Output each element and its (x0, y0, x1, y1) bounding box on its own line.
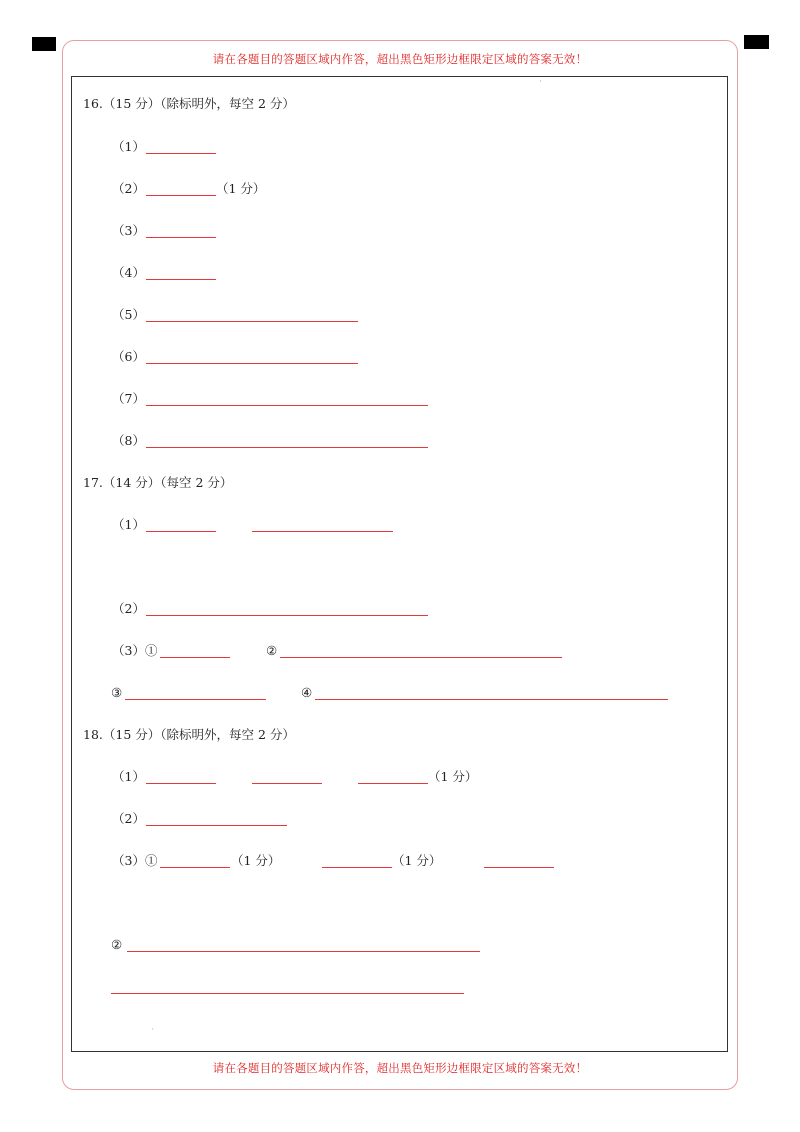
q18-blank-1a[interactable] (146, 783, 216, 784)
q18-blank-3b[interactable] (322, 867, 392, 868)
q18-score-note-1: （1 分） (428, 769, 478, 784)
q17-label-3-2: ② (266, 643, 278, 658)
answer-area-frame (71, 76, 728, 1052)
q17-blank-3-1[interactable] (160, 657, 230, 658)
q18-blank-3-2b[interactable] (111, 993, 464, 994)
q18-blank-3c[interactable] (484, 867, 554, 868)
q18-blank-3-2a[interactable] (127, 951, 480, 952)
q16-blank-3[interactable] (146, 237, 216, 238)
q18-label-3-2: ② (111, 937, 123, 952)
q17-blank-1a[interactable] (146, 531, 216, 532)
q18-blank-1c[interactable] (358, 783, 428, 784)
q18-blank-3a[interactable] (160, 867, 230, 868)
q17-label-1: （1） (112, 517, 145, 532)
q17-blank-2[interactable] (146, 615, 428, 616)
q17-label-3-1: （3）① (112, 643, 158, 658)
q16-blank-7[interactable] (146, 405, 428, 406)
q16-blank-5[interactable] (146, 321, 358, 322)
tick-mark: ' (540, 80, 542, 87)
q17-blank-1b[interactable] (252, 531, 393, 532)
q16-blank-4[interactable] (146, 279, 216, 280)
corner-mark-right (744, 35, 769, 49)
top-notice: 请在各题目的答题区域内作答，超出黑色矩形边框限定区域的答案无效！ (212, 52, 588, 66)
q17-blank-3-4[interactable] (315, 699, 668, 700)
q16-blank-2[interactable] (146, 195, 216, 196)
q16-blank-1[interactable] (146, 153, 216, 154)
question-17-title: 17.（14 分）（每空 2 分） (83, 475, 233, 490)
q16-label-3: （3） (112, 223, 145, 238)
q17-blank-3-3[interactable] (125, 699, 266, 700)
bottom-notice: 请在各题目的答题区域内作答，超出黑色矩形边框限定区域的答案无效！ (212, 1061, 588, 1075)
q16-blank-6[interactable] (146, 363, 358, 364)
q16-blank-8[interactable] (146, 447, 428, 448)
q16-label-5: （5） (112, 307, 145, 322)
q16-label-7: （7） (112, 391, 145, 406)
q18-label-2: （2） (112, 811, 145, 826)
q17-label-3-3: ③ (111, 685, 123, 700)
question-18-title: 18.（15 分）（除标明外，每空 2 分） (83, 727, 295, 742)
question-16-title: 16.（15 分）（除标明外，每空 2 分） (83, 96, 295, 111)
q18-label-1: （1） (112, 769, 145, 784)
q18-score-note-3a: （1 分） (231, 853, 281, 868)
q16-label-8: （8） (112, 433, 145, 448)
q17-blank-3-2[interactable] (280, 657, 562, 658)
q18-score-note-3b: （1 分） (392, 853, 442, 868)
q17-label-3-4: ④ (301, 685, 313, 700)
q17-label-2: （2） (112, 601, 145, 616)
q18-blank-1b[interactable] (252, 783, 322, 784)
q16-score-note-2: （1 分） (216, 181, 266, 196)
q16-label-4: （4） (112, 265, 145, 280)
tick-mark: ' (152, 1028, 154, 1035)
q18-label-3-1: （3）① (112, 853, 158, 868)
q16-label-6: （6） (112, 349, 145, 364)
corner-mark-left (32, 37, 56, 51)
q16-label-1: （1） (112, 139, 145, 154)
q18-blank-2[interactable] (146, 825, 287, 826)
q16-label-2: （2） (112, 181, 145, 196)
